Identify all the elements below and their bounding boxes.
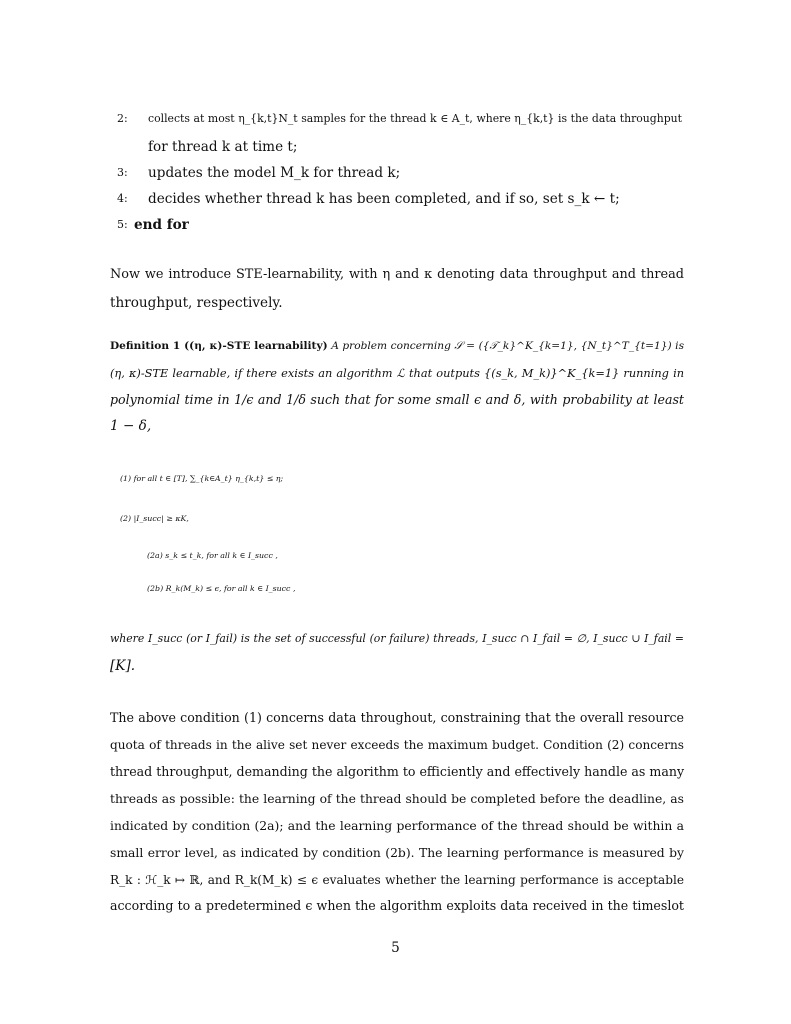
paragraph-line: R_k : ℋ_k ↦ ℝ, and R_k(M_k) ≤ ϵ evaluates whether the learning performance is acceptable — [110, 873, 684, 887]
definition-line: 1 − δ, — [110, 418, 152, 434]
definition-where-line: where I_succ (or I_fail) is the set of successful (or failure) threads, I_succ ∩ I_fail = ∅, I_succ ∪ I_fail = — [110, 632, 684, 645]
paragraph-line: according to a predetermined ϵ when the algorithm exploits data received in the timeslot — [110, 898, 684, 913]
definition-text: A problem concerning 𝒮 = ({𝒯_k}^K_{k=1}, {N_t}^T_{t=1}) is — [331, 340, 685, 352]
condition-2a: (2a) s_k ≤ t_k, for all k ∈ I_succ , — [147, 551, 278, 560]
algo-step-text: for thread k at time t; — [148, 139, 298, 155]
algo-step-text: decides whether thread k has been completed, and if so, set s_k ← t; — [148, 191, 620, 207]
paragraph-line: The above condition (1) concerns data throughout, constraining that the overall resource — [110, 710, 684, 725]
algo-step-number: 5: — [117, 218, 128, 231]
paragraph-line: small error level, as indicated by condition (2b). The learning performance is measured by — [110, 846, 684, 860]
algo-step-text: collects at most η_{k,t}N_t samples for the thread k ∈ A_t, where η_{k,t} is the data throughput — [148, 112, 682, 125]
paragraph-line: indicated by condition (2a); and the learning performance of the thread should be within a — [110, 819, 684, 833]
page-number: 5 — [391, 940, 400, 956]
algo-step-text: updates the model M_k for thread k; — [148, 165, 401, 181]
paragraph-line: Now we introduce STE-learnability, with η and κ denoting data throughput and thread — [110, 267, 684, 282]
paragraph-line: quota of threads in the alive set never exceeds the maximum budget. Condition (2) concerns — [110, 738, 684, 752]
algo-end-for: end for — [134, 217, 189, 233]
paragraph-line: thread throughput, demanding the algorithm to efficiently and effectively handle as many — [110, 764, 685, 779]
definition-where-line: [K]. — [110, 658, 136, 674]
condition-2b: (2b) R_k(M_k) ≤ ϵ, for all k ∈ I_succ , — [147, 584, 296, 593]
definition-line: (η, κ)-STE learnable, if there exists an algorithm ℒ that outputs {(s_k, M_k)}^K_{k=1} running in — [110, 366, 684, 380]
condition-2: (2) |I_succ| ≥ κK, — [120, 514, 189, 523]
definition-line-1 — [110, 337, 684, 355]
paragraph-line: throughput, respectively. — [110, 295, 283, 311]
algo-step-number: 3: — [117, 166, 128, 179]
condition-1: (1) for all t ∈ [T], ∑_{k∈A_t} η_{k,t} ≤ η; — [120, 474, 284, 483]
definition-heading: Definition 1 ((η, κ)-STE learnability) — [110, 340, 328, 352]
definition-line: polynomial time in 1/ϵ and 1/δ such that for some small ϵ and δ, with probability at least — [110, 392, 684, 407]
algo-step-number: 2: — [117, 112, 128, 125]
paragraph-line: threads as possible: the learning of the thread should be completed before the deadline, as — [110, 792, 684, 806]
algo-step-number: 4: — [117, 192, 128, 205]
